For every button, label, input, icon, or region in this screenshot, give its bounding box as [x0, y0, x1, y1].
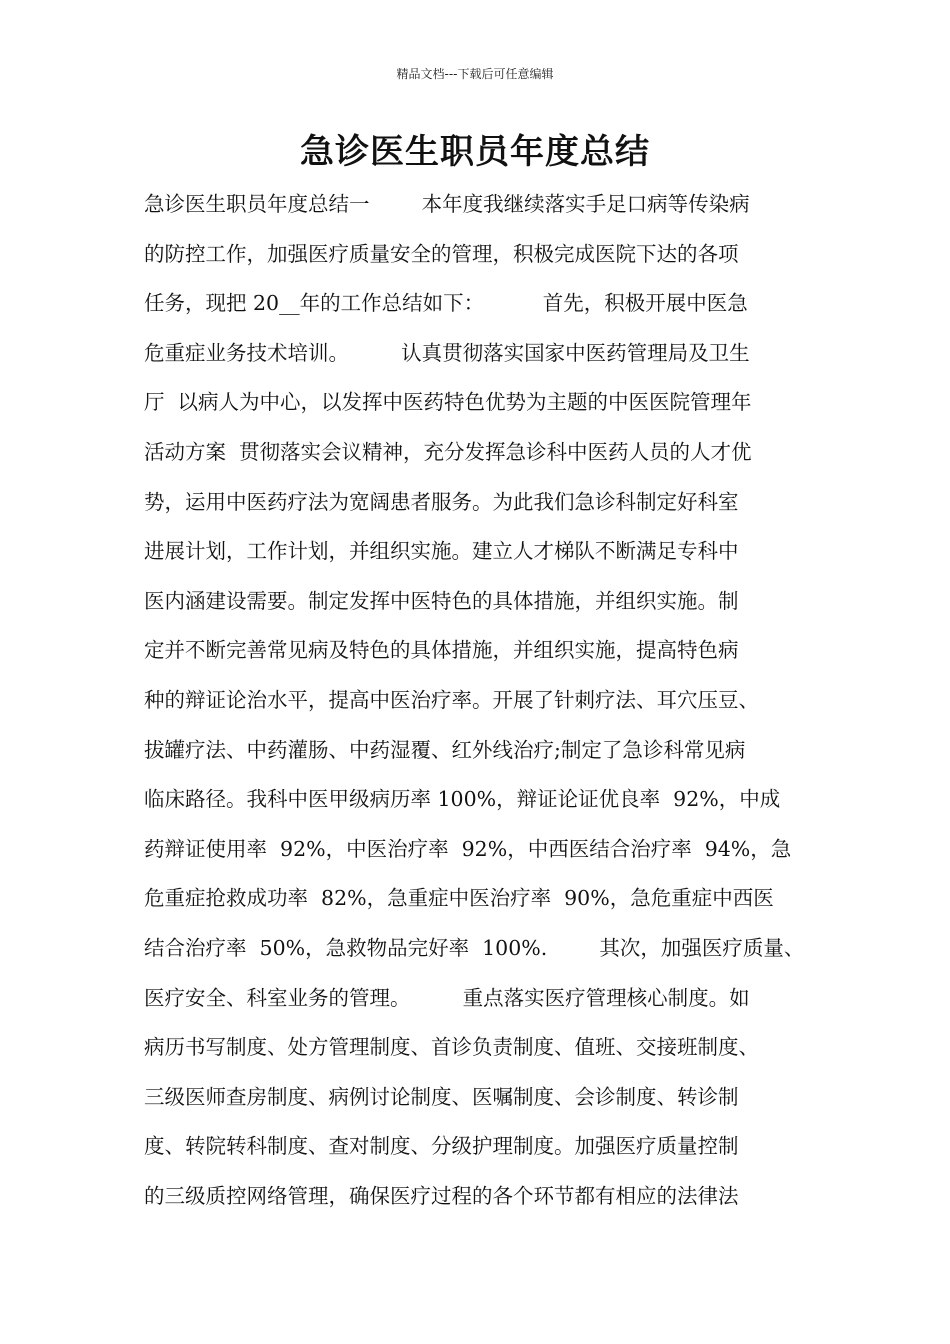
text-line: 势，运用中医药疗法为宽阔患者服务。为此我们急诊科制定好科室 [144, 489, 739, 514]
text-line: 急诊医生职员年度总结一 本年度我继续落实手足口病等传染病 [144, 192, 750, 216]
text-line: 医疗安全、科室业务的管理。 重点落实医疗管理核心制度。如 [144, 985, 750, 1010]
text-line: 病历书写制度、处方管理制度、首诊负责制度、值班、交接班制度、 [144, 1035, 759, 1060]
text-line: 任务，现把 20__年的工作总结如下： 首先，积极开展中医急 [144, 291, 748, 316]
text-line: 危重症抢救成功率 82%，急重症中医治疗率 90%，急危重症中西医 [144, 886, 774, 911]
document-title: 急诊医生职员年度总结 [300, 132, 650, 172]
text-line: 结合治疗率 50%，急救物品完好率 100%. 其次，加强医疗质量、 [144, 935, 805, 960]
text-line: 危重症业务技术培训。 认真贯彻落实国家中医药管理局及卫生 [144, 340, 750, 365]
text-line: 度、转院转科制度、查对制度、分级护理制度。加强医疗质量控制 [144, 1134, 739, 1159]
text-line: 临床路径。我科中医甲级病历率 100%，辩证论证优良率 92%，中成 [144, 787, 781, 812]
body-text [144, 180, 834, 1221]
text-line: 定并不断完善常见病及特色的具体措施，并组织实施，提高特色病 [144, 638, 739, 663]
text-line: 三级医师查房制度、病例讨论制度、医嘱制度、会诊制度、转诊制 [144, 1084, 739, 1109]
text-line: 药辩证使用率 92%，中医治疗率 92%，中西医结合治疗率 94%，急 [144, 836, 792, 861]
text-line: 拔罐疗法、中药灌肠、中药湿覆、红外线治疗;制定了急诊科常见病 [144, 737, 746, 762]
text-line: 进展计划，工作计划，并组织实施。建立人才梯队不断满足专科中 [144, 539, 739, 564]
text-line: 的三级质控网络管理，确保医疗过程的各个环节都有相应的法律法 [144, 1183, 739, 1208]
header-note: 精品文档---下载后可任意编辑 [396, 67, 554, 81]
text-line: 活动方案 贯彻落实会议精神，充分发挥急诊科中医药人员的人才优 [144, 439, 752, 464]
text-line: 厅 以病人为中心，以发挥中医药特色优势为主题的中医医院管理年 [144, 390, 752, 415]
text-line: 的防控工作，加强医疗质量安全的管理，积极完成医院下达的各项 [144, 241, 739, 266]
text-line: 种的辩证论治水平，提高中医治疗率。开展了针刺疗法、耳穴压豆、 [144, 687, 759, 712]
text-line: 医内涵建设需要。制定发挥中医特色的具体措施，并组织实施。制 [144, 588, 739, 613]
